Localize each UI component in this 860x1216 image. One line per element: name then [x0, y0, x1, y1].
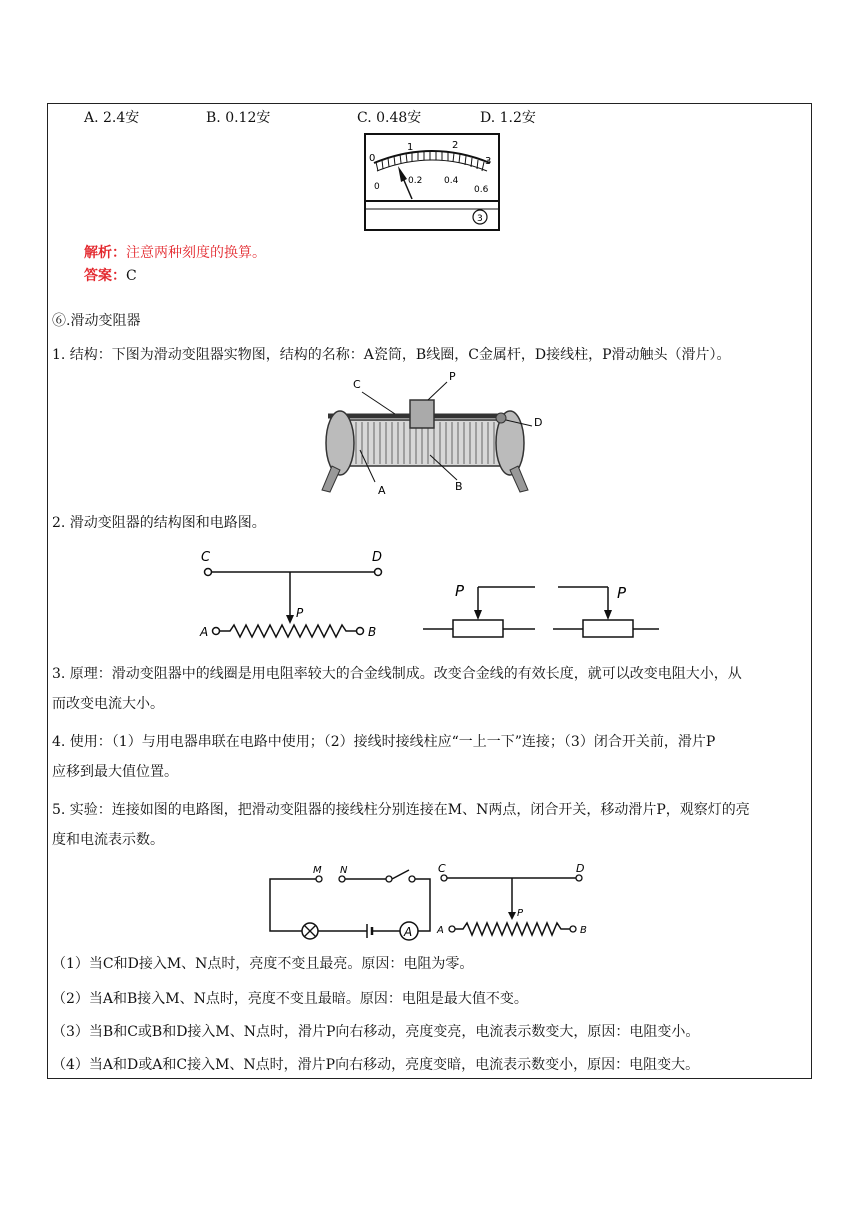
exp-label-d: D — [576, 862, 585, 875]
ammeter-bottom-3: 0.6 — [474, 185, 489, 195]
rheostat-symbol-1 — [423, 578, 538, 643]
result-1: （1）当C和D接入M、N点时，亮度不变且最亮。原因：电阻为零。 — [52, 956, 474, 972]
option-a: A. 2.4安 — [84, 110, 140, 126]
exp-label-b: B — [580, 925, 587, 936]
item-2-diagrams: 2. 滑动变阻器的结构图和电路图。 — [52, 515, 266, 531]
diagram-label-c: C — [201, 550, 211, 565]
item-3-line-2: 而改变电流大小。 — [52, 696, 164, 712]
item-3-line-1: 3. 原理：滑动变阻器中的线圈是用电阻率较大的合金线制成。改变合金线的有效长度，就可以改变电阻大小，从 — [52, 666, 742, 682]
item-5-line-2: 度和电流表示数。 — [52, 832, 164, 848]
photo-label-b: B — [455, 480, 463, 493]
ammeter-bottom-0: 0 — [374, 182, 380, 192]
ammeter-top-1: 1 — [407, 142, 414, 153]
option-b: B. 0.12安 — [206, 110, 271, 126]
ammeter-bottom-2: 0.4 — [444, 176, 459, 186]
answer-value: C — [126, 268, 137, 284]
photo-label-d: D — [534, 416, 543, 429]
ammeter-terminal-label: 3 — [477, 214, 483, 224]
exp-label-c: C — [438, 862, 446, 875]
option-d: D. 1.2安 — [480, 110, 536, 126]
exp-label-a: A — [437, 925, 444, 936]
item-4-line-1: 4. 使用：（1）与用电器串联在电路中使用；（2）接线时接线柱应“一上一下”连接；（3）闭合开关前，滑片P — [52, 734, 716, 750]
analysis-line — [84, 243, 266, 263]
rheostat-symbol-2 — [553, 578, 663, 643]
ammeter-top-2: 2 — [452, 140, 459, 151]
photo-label-c: C — [353, 378, 361, 391]
diagram-label-a: A — [200, 625, 209, 639]
item-4-line-2: 应移到最大值位置。 — [52, 764, 178, 780]
experiment-rheostat — [433, 860, 593, 944]
ammeter-dial-figure — [364, 133, 500, 231]
diagram-label-b: B — [368, 625, 377, 639]
rheostat-photo-illustration — [310, 370, 560, 495]
rheostat-structure-diagram — [196, 545, 396, 645]
answer-line — [84, 266, 137, 286]
diagram-label-d: D — [372, 550, 383, 565]
item-1-structure: 1. 结构：下图为滑动变阻器实物图，结构的名称：A瓷筒，B线圈，C金属杆，D接线柱，P滑动触头（滑片）。 — [52, 347, 731, 363]
diagram-label-p: P — [296, 606, 304, 620]
result-2: （2）当A和B接入M、N点时，亮度不变且最暗。原因：电阻是最大值不变。 — [52, 991, 528, 1007]
analysis-text: 注意两种刻度的换算。 — [126, 245, 266, 261]
answer-label: 答案： — [84, 268, 126, 284]
analysis-label: 解析： — [84, 245, 126, 261]
circuit-ammeter-label: A — [404, 925, 413, 939]
symbol1-label-p: P — [455, 582, 465, 600]
symbol2-label-p: P — [617, 584, 627, 602]
experiment-circuit — [262, 860, 440, 944]
section-title: ⑥.滑动变阻器 — [52, 313, 141, 329]
item-5-line-1: 5. 实验：连接如图的电路图，把滑动变阻器的接线柱分别连接在M、N两点，闭合开关，移动滑片P，观察灯的亮 — [52, 802, 750, 818]
result-3: （3）当B和C或B和D接入M、N点时，滑片P向右移动，亮度变亮，电流表示数变大，原因：电阻变小。 — [52, 1024, 700, 1040]
circuit-label-m: M — [313, 865, 322, 876]
option-c: C. 0.48安 — [357, 110, 422, 126]
ammeter-top-3: 3 — [485, 156, 492, 167]
ammeter-top-0: 0 — [369, 153, 376, 164]
exp-label-p: P — [517, 908, 524, 919]
ammeter-bottom-1: 0.2 — [408, 176, 423, 186]
photo-label-p: P — [449, 370, 456, 383]
circuit-label-n: N — [340, 865, 348, 876]
photo-label-a: A — [378, 484, 386, 495]
result-4: （4）当A和D或A和C接入M、N点时，滑片P向右移动，亮度变暗，电流表示数变小，原因：电阻变大。 — [52, 1057, 700, 1073]
